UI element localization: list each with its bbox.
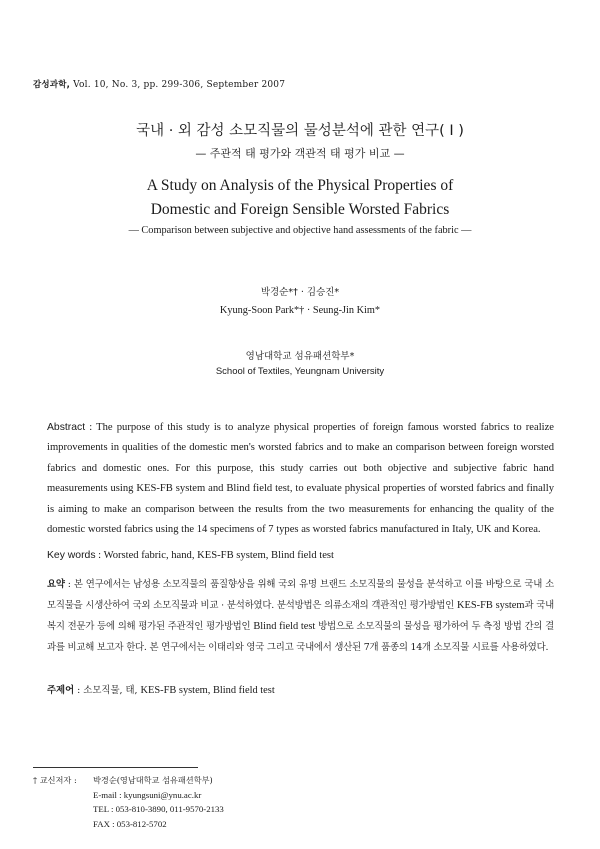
- summary-text-3: 방법으로 소모직물의 물성을 평가하여 두 측정 방법 간의 결과를 비교해 보고자 한다. 본 연구에서는 이태리와 영국 그리고 국내에서 생산된 7개 품종의 14개 소모직물 시료를 사용하였다.: [47, 621, 555, 653]
- authors-english: Kyung-Soon Park*† · Seung-Jin Kim*: [219, 305, 381, 316]
- footnote-tel: TEL : 053-810-3890, 011-9570-2133: [93, 804, 224, 814]
- journal-volume-info: Vol. 10, No. 3, pp. 299-306, September 2007: [73, 80, 286, 90]
- corresponding-author-footnote: [33, 773, 224, 831]
- footnote-fax: FAX : 053-812-5702: [93, 818, 167, 829]
- keywords-label: Key words: [47, 550, 96, 561]
- footnote-divider: [33, 767, 198, 768]
- abstract: [47, 418, 554, 540]
- korean-keywords-label: 주제어: [47, 685, 75, 696]
- summary-text-2: 과 국내 복지 전문가 등에 의해 평가된 주관적인 평가방법인: [47, 600, 554, 632]
- keywords: [47, 550, 554, 561]
- authors-korean: 박경순*† · 김승진*: [260, 287, 340, 298]
- korean-summary: [47, 574, 554, 658]
- english-title-line-2: Domestic and Foreign Sensible Worsted Fabrics: [150, 201, 450, 218]
- footnote-author: 박경순(영남대학교 섬유패션학부): [93, 775, 213, 785]
- abstract-text: : The purpose of this study is to analyze physical properties of foreign famous worsted fabrics to realize improvements in qualities of the domestic men's worsted fabrics and to make an comparison between foreign worsted fabrics and domestic ones. For this purpose, this study carries out both objective and subjective fabric hand measurements using KES-FB system and Blind field test, to evaluate physical properties of worsted fabrics and finally is aiming to make an comparison between the results from the two measurements for enhancing the quality of the domestic worsted fabrics using the 14 specimens of 7 types as worsted fabrics manufactured in Italy, UK and Korea.: [47, 422, 554, 536]
- footnote-label: 교신저자 :: [39, 775, 77, 785]
- korean-keywords-english-terms: KES-FB system, Blind field test: [140, 685, 275, 696]
- journal-name: 감성과학,: [33, 80, 71, 90]
- dagger-marker: †: [33, 775, 38, 785]
- summary-label: 요약: [47, 579, 65, 590]
- affiliation-english: School of Textiles, Yeungnam University: [215, 366, 385, 377]
- journal-citation: [33, 78, 285, 90]
- korean-keywords-text: : 소모직물, 태,: [74, 685, 141, 696]
- abstract-label: Abstract: [47, 422, 86, 433]
- affiliation-korean: 영남대학교 섬유패션학부*: [245, 351, 355, 362]
- english-title: [0, 174, 600, 222]
- english-subtitle: — Comparison between subjective and objective hand assessments of the fabric —: [128, 225, 472, 236]
- summary-text-1: : 본 연구에서는 남성용 소모직물의 품질향상을 위해 국외 유명 브랜드 소모직물의 물성을 분석하고 이를 바탕으로 국내 소모직물을 시생산하여 국외 소모직물과 비교 · 분석하였다. 분석방법은 의류소재의 객관적인 평가방법인: [47, 579, 554, 611]
- korean-subtitle: — 주관적 태 평가와 객관적 태 평가 비교 —: [195, 147, 405, 160]
- english-title-line-1: A Study on Analysis of the Physical Properties of: [146, 177, 454, 194]
- footnote-email: E-mail : kyungsuni@ynu.ac.kr: [93, 789, 202, 800]
- summary-term-blind: Blind field test: [253, 621, 316, 632]
- korean-title: 국내 · 외 감성 소모직물의 물성분석에 관한 연구( I ): [136, 123, 464, 139]
- korean-keywords: [47, 682, 554, 696]
- keywords-text: : Worsted fabric, hand, KES-FB system, Blind field test: [95, 550, 334, 561]
- summary-term-kes: KES-FB system: [457, 600, 525, 611]
- footnote-label-group: [33, 773, 93, 788]
